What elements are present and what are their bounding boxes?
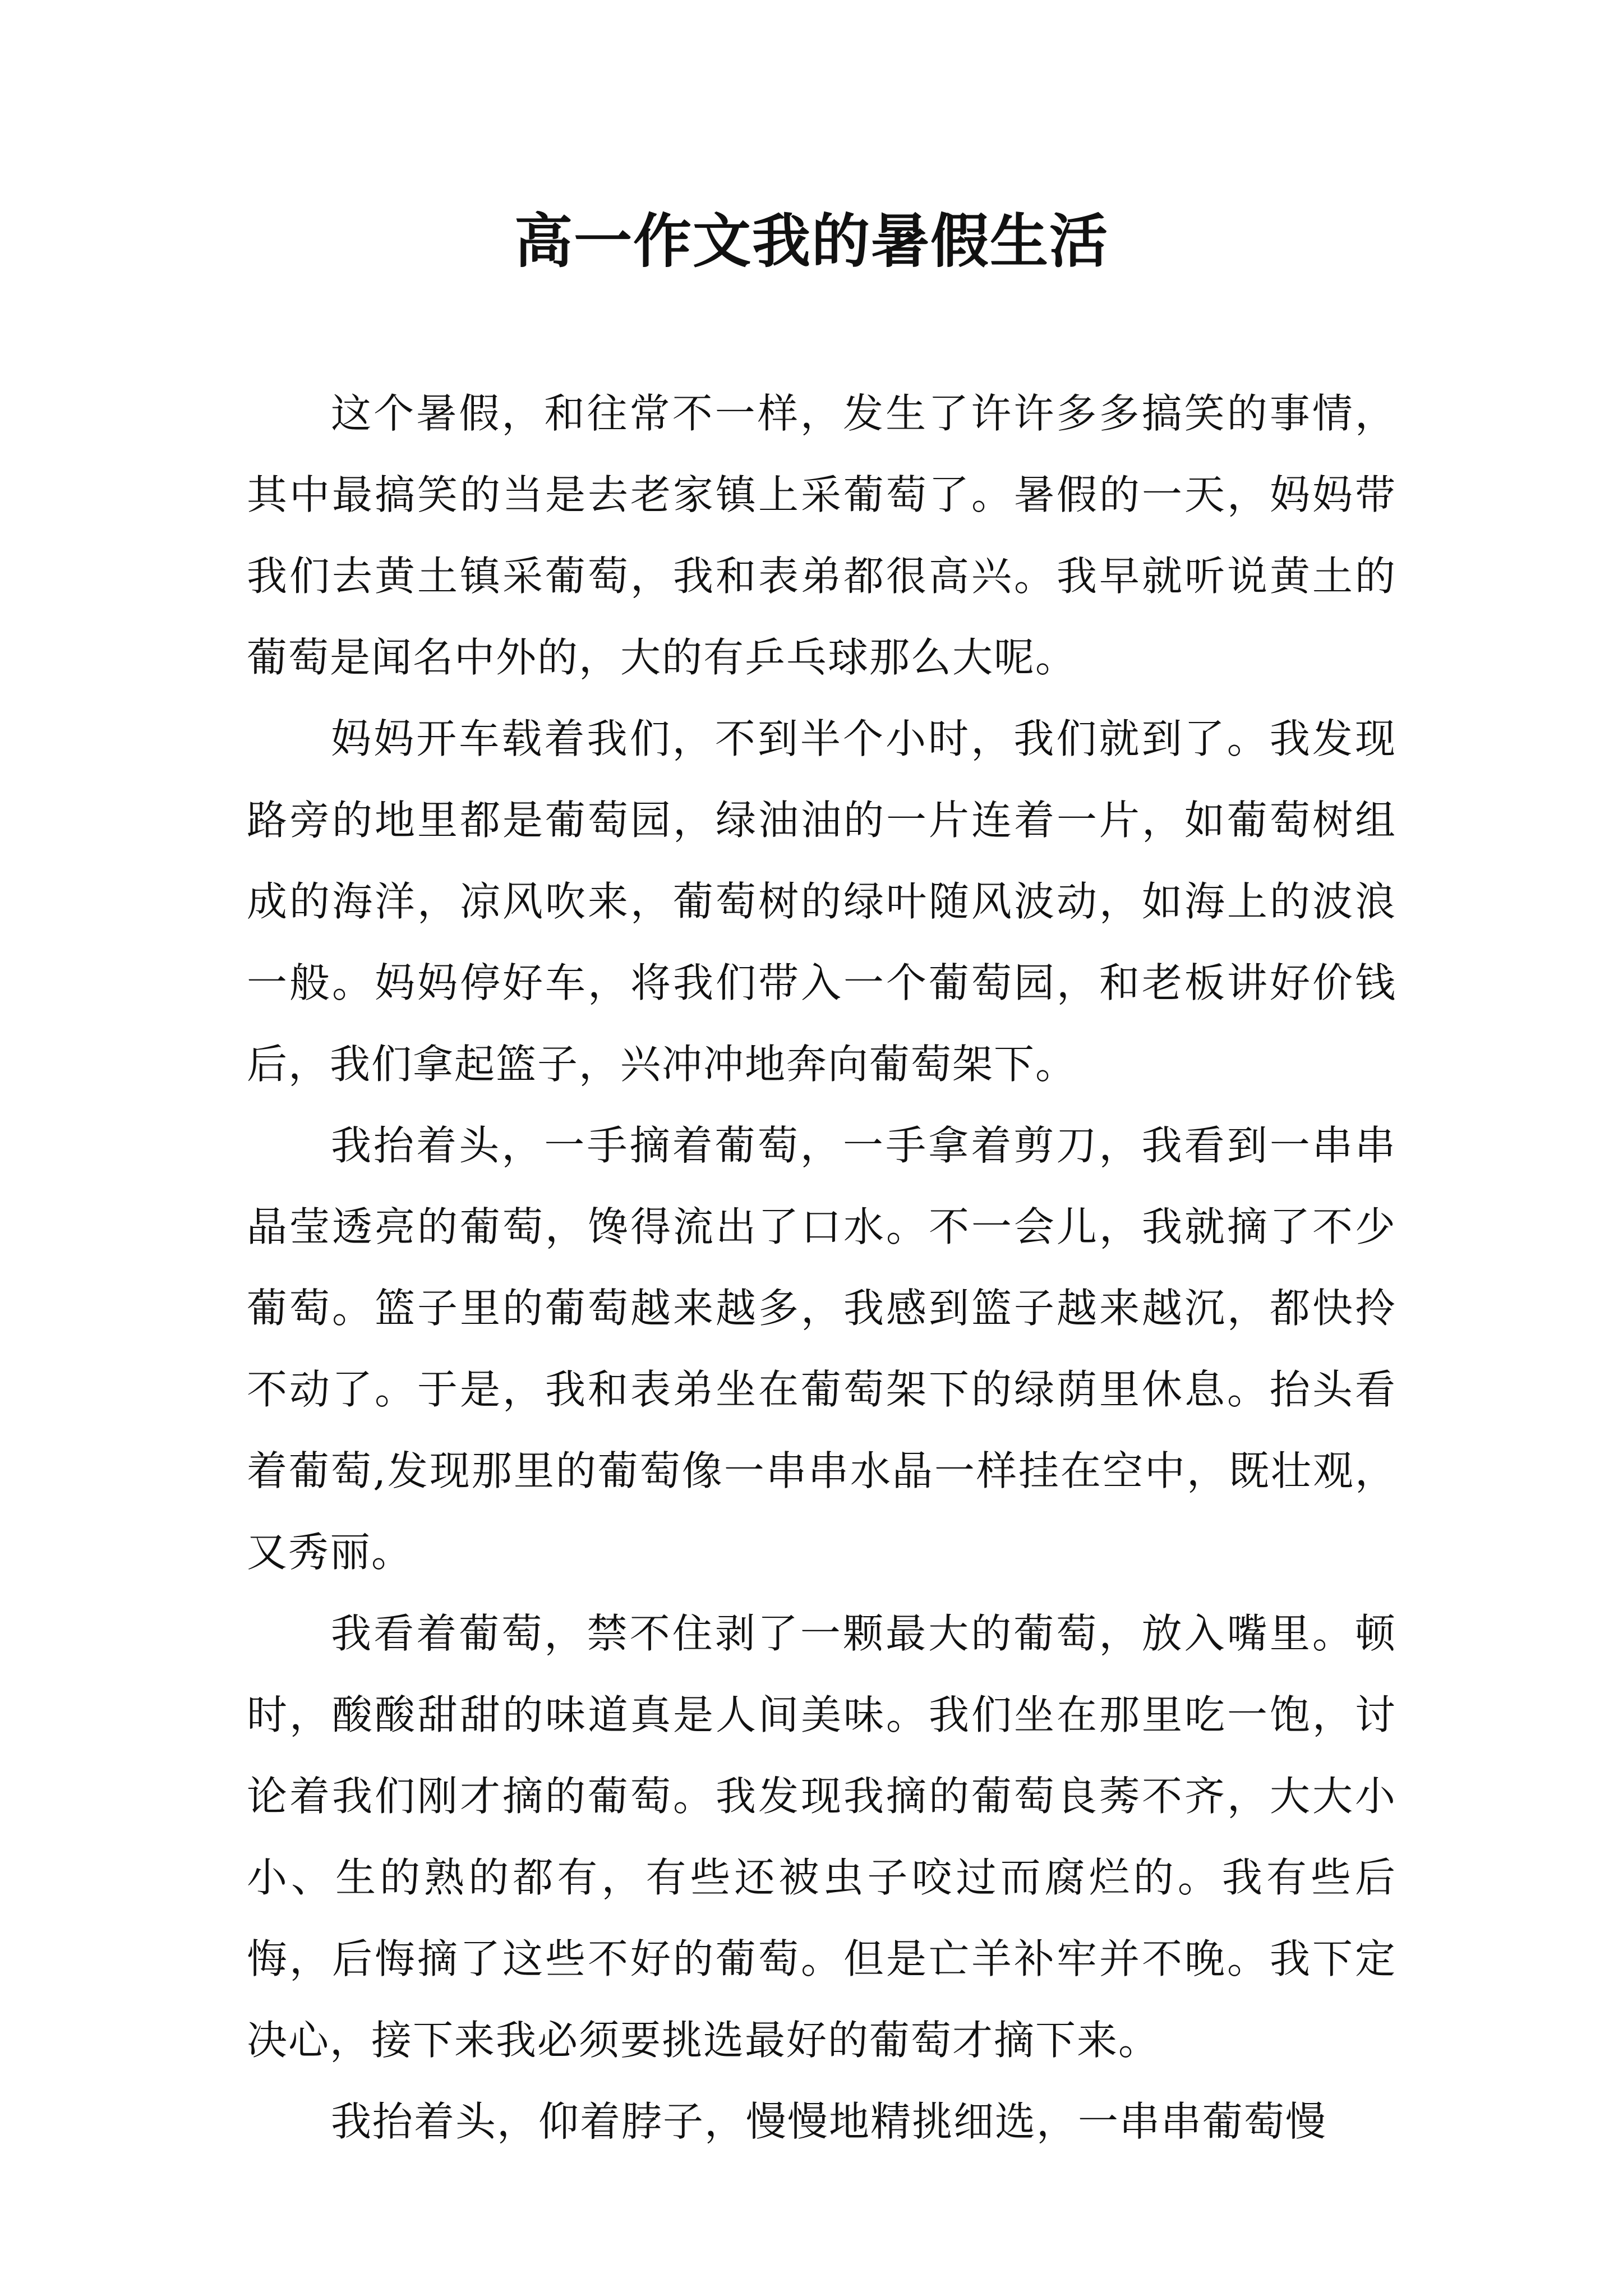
paragraph-3: 我抬着头，一手摘着葡萄，一手拿着剪刀，我看到一串串晶莹透亮的葡萄，馋得流出了口水。不一会儿，我就摘了不少葡萄。篮子里的葡萄越来越多，我感到篮子越来越沉，都快拎不动了。于是，我和表弟坐在葡萄架下的绿荫里休息。抬头看着葡萄,发现那里的葡萄像一串串水晶一样挂在空中，既壮观，又秀丽。 [247,1122,1396,1576]
paragraph-2: 妈妈开车载着我们，不到半个小时，我们就到了。我发现路旁的地里都是葡萄园，绿油油的一片连着一片，如葡萄树组成的海洋，凉风吹来，葡萄树的绿叶随风波动，如海上的波浪一般。妈妈停好车，将我们带入一个葡萄园，和老板讲好价钱后，我们拿起篮子，兴冲冲地奔向葡萄架下。 [247,715,1396,1088]
paragraph-4: 我看着葡萄，禁不住剥了一颗最大的葡萄，放入嘴里。顿时，酸酸甜甜的味道真是人间美味。我们坐在那里吃一饱，讨论着我们刚才摘的葡萄。我发现我摘的葡萄良莠不齐，大大小小、生的熟的都有，有些还被虫子咬过而腐烂的。我有些后悔，后悔摘了这些不好的葡萄。但是亡羊补牢并不晚。我下定决心，接下来我必须要挑选最好的葡萄才摘下来。 [247,1610,1396,2064]
page-title: 高一作文我的暑假生活 [514,206,1109,275]
essay-body [247,373,1396,2162]
paragraph-1: 这个暑假，和往常不一样，发生了许许多多搞笑的事情，其中最搞笑的当是去老家镇上采葡萄了。暑假的一天，妈妈带我们去黄土镇采葡萄，我和表弟都很高兴。我早就听说黄土的葡萄是闻名中外的，大的有乒乓球那么大呢。 [247,390,1396,681]
paragraph-5: 我抬着头，仰着脖子，慢慢地精挑细选，一串串葡萄慢 [331,2098,1327,2145]
